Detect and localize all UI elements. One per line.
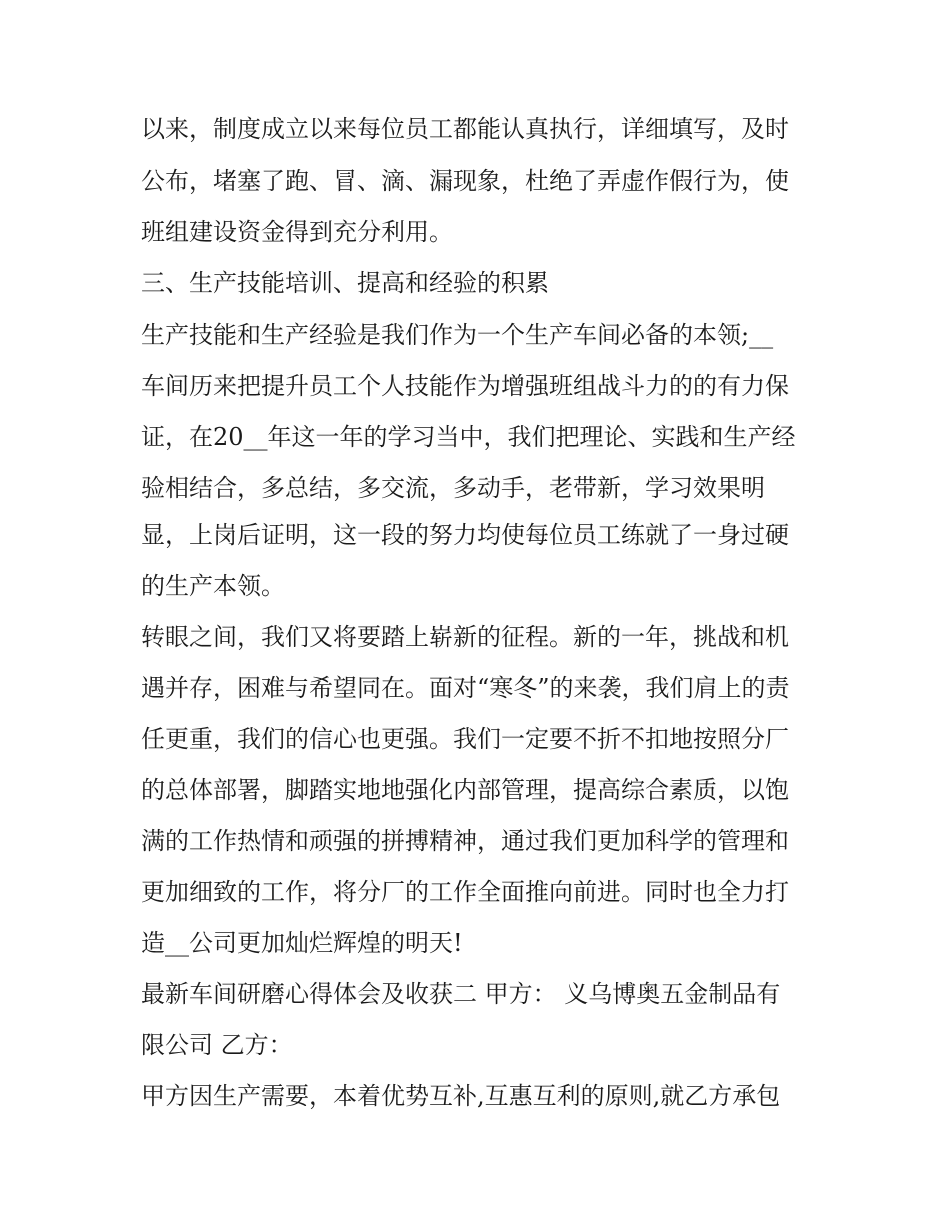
text-line: 的总体部署，脚踏实地地强化内部管理，提高综合素质，以饱 [141,776,789,804]
text-line: 遇并存，困难与希望同在。面对“寒冬”的来袭，我们肩上的责 [141,674,790,702]
text-line: 满的工作热情和顽强的拼搏精神，通过我们更加科学的管理和 [141,827,789,855]
text-line: 更加细致的工作，将分厂的工作全面推向前进。同时也全力打 [141,878,789,906]
text-line: 的生产本领。 [141,572,285,600]
text-line: 显，上岗后证明，这一段的努力均使每位员工练就了一身过硬 [141,521,789,549]
text-line: 任更重，我们的信心也更强。我们一定要不折不扣地按照分厂 [141,725,789,753]
text-line: 验相结合，多总结，多交流，多动手，老带新，学习效果明 [141,474,765,502]
text-line: 转眼之间，我们又将要踏上崭新的征程。新的一年，挑战和机 [141,623,789,651]
text-line: 限公司 乙方： [141,1031,293,1059]
text-line: 造__公司更加灿烂辉煌的明天! [141,929,463,957]
text-line: 甲方因生产需要，本着优势互补,互惠互利的原则,就乙方承包 [141,1082,781,1110]
section-heading: 三、生产技能培训、提高和经验的积累 [141,269,549,297]
text-line: 证，在20__年这一年的学习当中，我们把理论、实践和生产经 [141,423,796,451]
text-line: 生产技能和生产经验是我们作为一个生产车间必备的本领;__ [141,321,774,349]
section-heading: 最新车间研磨心得体会及收获二 甲方： 义乌博奥五金制品有 [141,980,781,1008]
text-line: 班组建设资金得到充分利用。 [141,218,453,246]
text-line: 公布，堵塞了跑、冒、滴、漏现象，杜绝了弄虚作假行为，使 [141,167,789,195]
text-line: 以来，制度成立以来每位员工都能认真执行，详细填写，及时 [141,115,789,143]
text-line: 车间历来把提升员工个人技能作为增强班组战斗力的的有力保 [141,372,789,400]
